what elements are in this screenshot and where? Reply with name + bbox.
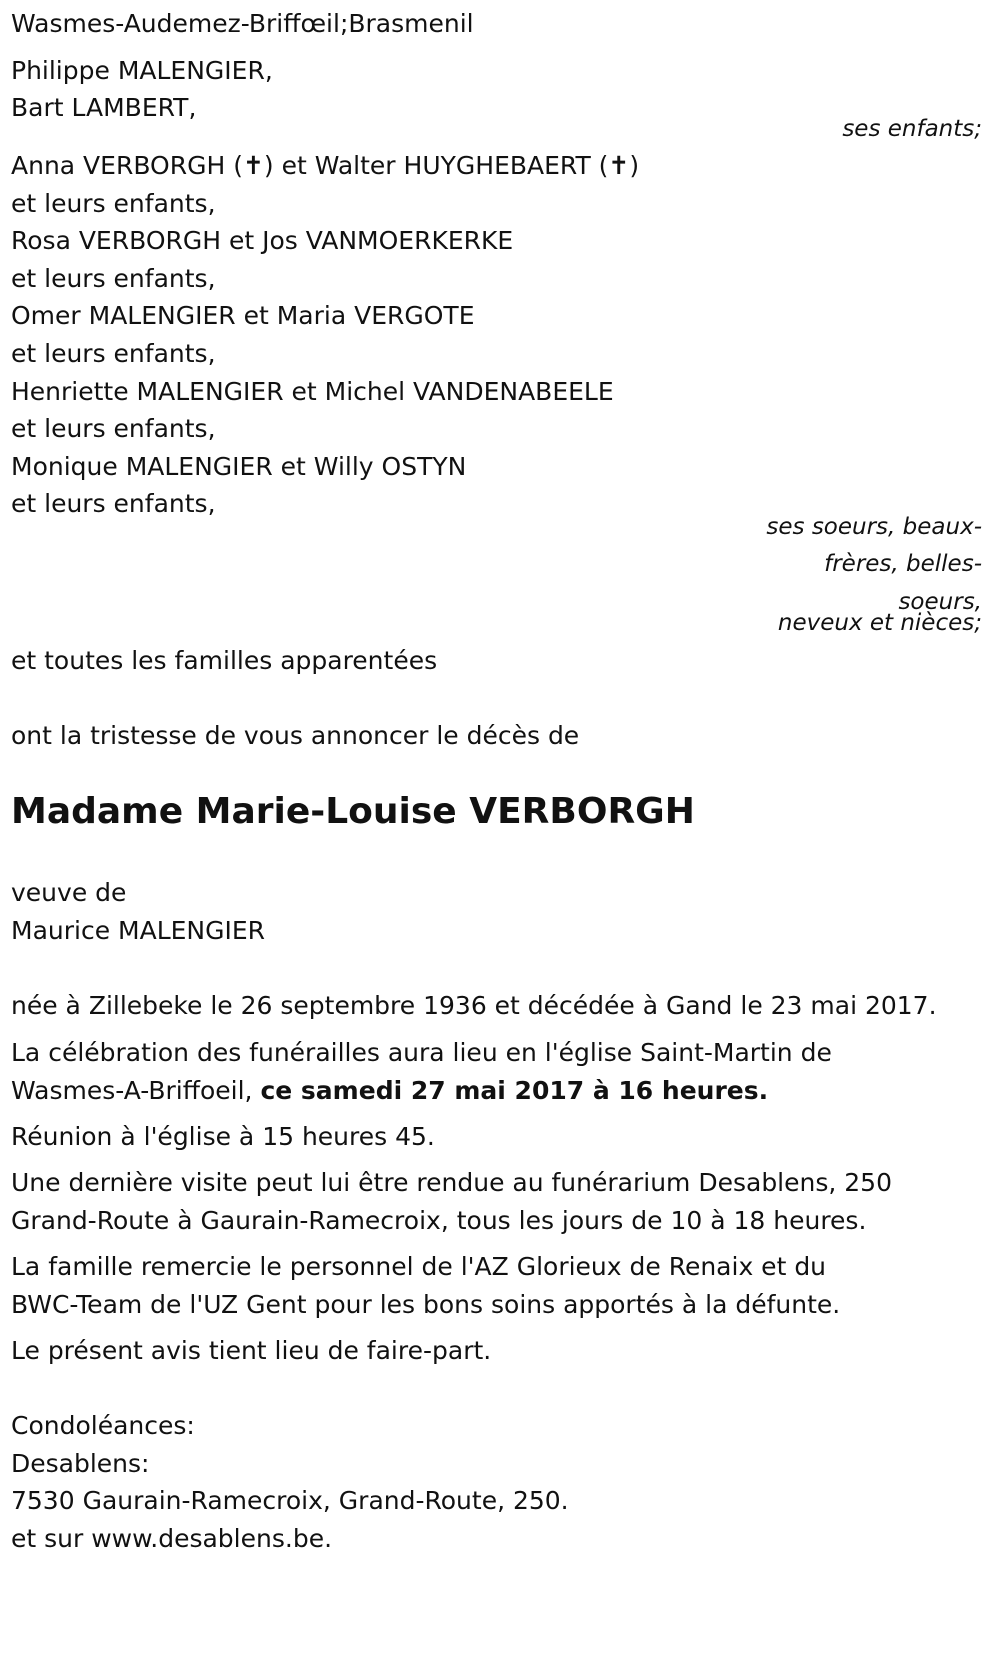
spouse-name: Maurice MALENGIER — [11, 916, 266, 945]
notice-line: Le présent avis tient lieu de faire-part. — [11, 1336, 492, 1365]
ceremony-line — [11, 1075, 768, 1107]
ceremony-place: Wasmes-A-Briffoeil, — [11, 1076, 261, 1105]
sibling-line: et leurs enfants, — [11, 489, 216, 518]
siblings-role-line: soeurs, — [898, 589, 982, 615]
ceremony-date-time: ce samedi 27 mai 2017 à 16 heures. — [260, 1076, 769, 1105]
sibling-line: Rosa VERBORGH et Jos VANMOERKERKE — [11, 226, 514, 255]
visit-line: Une dernière visite peut lui être rendue au funérarium Desablens, 250 — [11, 1168, 892, 1197]
thanks-line: La famille remercie le personnel de l'AZ Glorieux de Renaix et du — [11, 1252, 827, 1281]
siblings-role-line: neveux et nièces; — [777, 610, 982, 636]
meeting-line: Réunion à l'église à 15 heures 45. — [11, 1122, 435, 1151]
children-role: ses enfants; — [842, 116, 982, 142]
location-line: Wasmes-Audemez-Briffœil;Brasmenil — [11, 9, 474, 38]
sibling-line: Anna VERBORGH (✝) et Walter HUYGHEBAERT (✝) — [11, 151, 640, 180]
funeral-home-website: et sur www.desablens.be. — [11, 1524, 333, 1553]
funeral-home-name: Desablens: — [11, 1449, 150, 1478]
birth-death-line: née à Zillebeke le 26 septembre 1936 et décédée à Gand le 23 mai 2017. — [11, 991, 937, 1020]
funeral-home-address: 7530 Gaurain-Ramecroix, Grand-Route, 250. — [11, 1486, 569, 1515]
families-line: et toutes les familles apparentées — [11, 646, 438, 675]
ceremony-line: La célébration des funérailles aura lieu en l'église Saint-Martin de — [11, 1038, 832, 1067]
sibling-line: et leurs enfants, — [11, 414, 216, 443]
child-name: Bart LAMBERT, — [11, 93, 197, 122]
widow-of-label: veuve de — [11, 878, 127, 907]
condolences-label: Condoléances: — [11, 1411, 195, 1440]
sibling-line: Omer MALENGIER et Maria VERGOTE — [11, 301, 475, 330]
sibling-line: Monique MALENGIER et Willy OSTYN — [11, 452, 467, 481]
deceased-name: Madame Marie-Louise VERBORGH — [11, 791, 695, 832]
siblings-role-line: ses soeurs, beaux- — [766, 514, 982, 540]
sibling-line: et leurs enfants, — [11, 189, 216, 218]
announcement-line: ont la tristesse de vous annoncer le décès de — [11, 721, 580, 750]
sibling-line: Henriette MALENGIER et Michel VANDENABEELE — [11, 377, 614, 406]
siblings-role-line: frères, belles- — [824, 551, 982, 577]
visit-line: Grand-Route à Gaurain-Ramecroix, tous les jours de 10 à 18 heures. — [11, 1206, 867, 1235]
thanks-line: BWC-Team de l'UZ Gent pour les bons soins apportés à la défunte. — [11, 1290, 841, 1319]
child-name: Philippe MALENGIER, — [11, 56, 273, 85]
sibling-line: et leurs enfants, — [11, 264, 216, 293]
sibling-line: et leurs enfants, — [11, 339, 216, 368]
